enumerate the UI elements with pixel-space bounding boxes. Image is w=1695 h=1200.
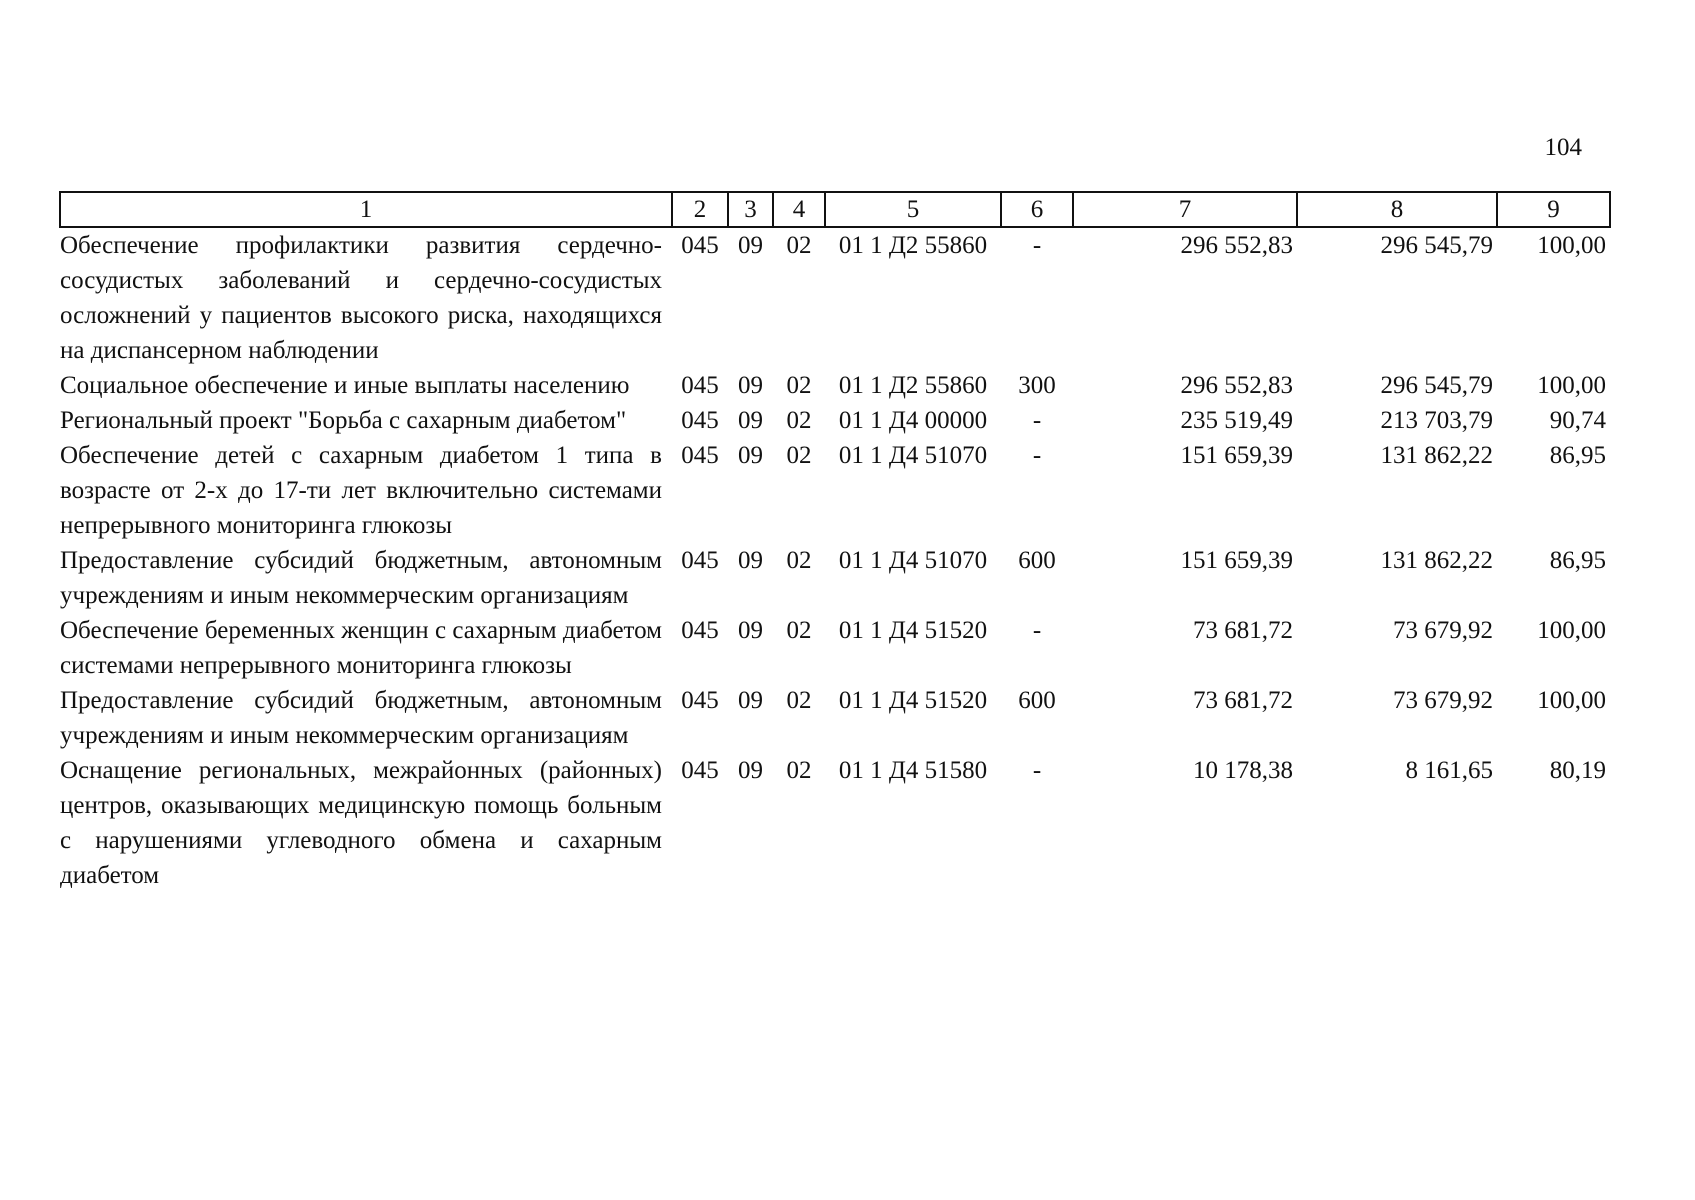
row-rz-code: 09: [738, 617, 763, 644]
row-csr-code: 01 1 Д2 55860: [838, 232, 988, 259]
column-header: 9: [1497, 192, 1610, 227]
table-body: [60, 227, 1610, 893]
row-percent: 86,95: [1549, 442, 1606, 469]
row-plan-amount: 73 681,72: [1193, 687, 1293, 714]
table-row: [60, 227, 1610, 368]
row-csr-code: 01 1 Д4 51520: [838, 617, 988, 644]
row-plan-amount: 151 659,39: [1180, 547, 1293, 574]
row-vr-code: 600: [1018, 547, 1056, 574]
row-csr-code: 01 1 Д2 55860: [838, 372, 988, 399]
row-gr-code: 045: [681, 687, 719, 714]
row-name: Предоставление субсидий бюджетным, автономным учреждениям и иным некоммерческим организациям: [60, 687, 662, 749]
row-vr-code: -: [1032, 232, 1042, 259]
row-csr-code: 01 1 Д4 51070: [838, 442, 988, 469]
column-header: 2: [672, 192, 728, 227]
row-name: Обеспечение детей с сахарным диабетом 1 типа в возрасте от 2-х до 17-ти лет включительно системами непрерывного мониторинга глюкозы: [60, 442, 662, 539]
page-number: 104: [1544, 134, 1582, 161]
row-pr-code: 02: [786, 407, 812, 434]
column-header: 8: [1297, 192, 1497, 227]
row-gr-code: 045: [681, 547, 719, 574]
row-percent: 100,00: [1537, 687, 1606, 714]
row-pr-code: 02: [786, 232, 812, 259]
table-row: [60, 543, 1610, 613]
row-name: Предоставление субсидий бюджетным, автономным учреждениям и иным некоммерческим организациям: [60, 547, 662, 609]
row-vr-code: -: [1032, 407, 1042, 434]
table-row: [60, 753, 1610, 893]
row-gr-code: 045: [681, 232, 719, 259]
table-row: [60, 368, 1610, 403]
row-vr-code: -: [1032, 757, 1042, 784]
row-vr-code: -: [1032, 617, 1042, 644]
table-row: [60, 438, 1610, 543]
row-percent: 86,95: [1549, 547, 1606, 574]
row-plan-amount: 296 552,83: [1180, 232, 1293, 259]
table-row: [60, 403, 1610, 438]
row-fact-amount: 73 679,92: [1393, 617, 1493, 644]
row-plan-amount: 73 681,72: [1193, 617, 1293, 644]
header-row: [60, 192, 1610, 227]
row-plan-amount: 235 519,49: [1180, 407, 1293, 434]
row-fact-amount: 131 862,22: [1380, 442, 1493, 469]
table-row: [60, 683, 1610, 753]
row-plan-amount: 151 659,39: [1180, 442, 1293, 469]
row-fact-amount: 73 679,92: [1393, 687, 1493, 714]
row-pr-code: 02: [786, 687, 812, 714]
row-rz-code: 09: [738, 372, 763, 399]
column-header: 7: [1073, 192, 1297, 227]
row-vr-code: -: [1032, 442, 1042, 469]
row-csr-code: 01 1 Д4 51520: [838, 687, 988, 714]
row-gr-code: 045: [681, 442, 719, 469]
row-plan-amount: 10 178,38: [1193, 757, 1293, 784]
table-header: [60, 192, 1610, 227]
row-gr-code: 045: [681, 617, 719, 644]
row-fact-amount: 296 545,79: [1380, 372, 1493, 399]
row-vr-code: 600: [1018, 687, 1056, 714]
row-rz-code: 09: [738, 757, 763, 784]
row-rz-code: 09: [738, 547, 763, 574]
row-pr-code: 02: [786, 442, 812, 469]
row-name: Региональный проект "Борьба с сахарным диабетом": [60, 407, 627, 434]
row-percent: 100,00: [1537, 617, 1606, 644]
row-percent: 100,00: [1537, 232, 1606, 259]
row-name: Обеспечение профилактики развития сердечно-сосудистых заболеваний и сердечно-сосудистых осложнений у пациентов высокого риска, находящихся на диспансерном наблюдении: [60, 232, 662, 364]
row-name: Оснащение региональных, межрайонных (районных) центров, оказывающих медицинскую помощь больным с нарушениями углеводного обмена и сахарным диабетом: [60, 757, 662, 889]
row-csr-code: 01 1 Д4 51580: [838, 757, 988, 784]
row-name: Социальное обеспечение и иные выплаты населению: [60, 372, 630, 399]
table-row: [60, 613, 1610, 683]
row-pr-code: 02: [786, 757, 812, 784]
row-gr-code: 045: [681, 757, 719, 784]
row-fact-amount: 213 703,79: [1380, 407, 1493, 434]
row-vr-code: 300: [1018, 372, 1056, 399]
row-fact-amount: 8 161,65: [1405, 757, 1493, 784]
row-pr-code: 02: [786, 547, 812, 574]
row-plan-amount: 296 552,83: [1180, 372, 1293, 399]
column-header: 4: [773, 192, 825, 227]
row-gr-code: 045: [681, 372, 719, 399]
row-name: Обеспечение беременных женщин с сахарным диабетом системами непрерывного мониторинга глюкозы: [60, 617, 662, 679]
row-rz-code: 09: [738, 407, 763, 434]
row-fact-amount: 296 545,79: [1380, 232, 1493, 259]
row-csr-code: 01 1 Д4 51070: [838, 547, 988, 574]
column-header: 5: [825, 192, 1001, 227]
row-rz-code: 09: [738, 442, 763, 469]
row-fact-amount: 131 862,22: [1380, 547, 1493, 574]
row-pr-code: 02: [786, 617, 812, 644]
column-header: 1: [60, 192, 672, 227]
row-rz-code: 09: [738, 687, 763, 714]
column-header: 6: [1001, 192, 1073, 227]
row-percent: 100,00: [1537, 372, 1606, 399]
budget-table: [59, 191, 1611, 893]
row-percent: 90,74: [1549, 407, 1606, 434]
row-rz-code: 09: [738, 232, 763, 259]
row-csr-code: 01 1 Д4 00000: [838, 407, 988, 434]
column-header: 3: [728, 192, 773, 227]
row-percent: 80,19: [1549, 757, 1606, 784]
row-pr-code: 02: [786, 372, 812, 399]
row-gr-code: 045: [681, 407, 719, 434]
